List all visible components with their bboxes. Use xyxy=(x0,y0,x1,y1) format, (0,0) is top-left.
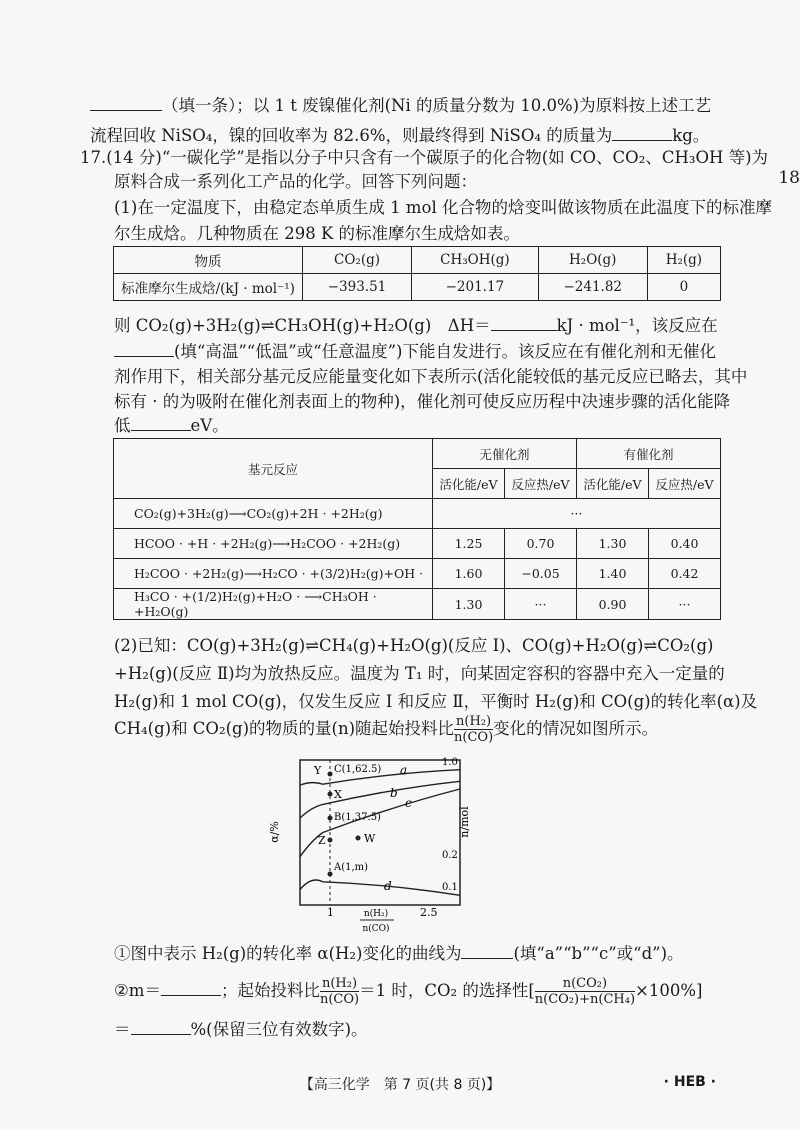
p1-line-5: 低 eV。 xyxy=(114,416,229,435)
q17-p1-line-2: 尔生成焓。几种物质在 298 K 的标准摩尔生成焓如表。 xyxy=(114,224,521,243)
top-line-2: 流程回收 NiSO₄，镍的回收率为 82.6%，则最终得到 NiSO₄ 的质量为 kg。 xyxy=(90,126,710,145)
curve-label-d: d xyxy=(384,879,392,893)
p2-line-4: CH₄(g)和 CO₂(g)的物质的量(n)随起始投料比 $\frac{\text{n(H₂)}}{n(CO)}$ 变化的情况如图所示。 xyxy=(114,714,659,745)
q3-line: ＝ %(保留三位有效数字)。 xyxy=(114,1020,368,1039)
table-row xyxy=(114,559,721,589)
value-cell: 1.60 xyxy=(433,559,505,589)
p2-line-2: +H₂(g)(反应 Ⅱ)均为放热反应。温度为 T₁ 时，向某固定容积的容器中充入一定量的 xyxy=(114,664,725,683)
enthalpy-table xyxy=(113,246,721,301)
row-label: 标准摩尔生成焓/(kJ · mol⁻¹) xyxy=(114,274,303,301)
merged-cell: ··· xyxy=(433,499,721,529)
th-ea-cat: 活化能/eV xyxy=(577,469,649,499)
th-ea-no-cat: 活化能/eV xyxy=(433,469,505,499)
ratio-fraction-2: $\frac{\text{n(H₂)}}{n(CO)}$ xyxy=(319,976,360,1007)
answer-blank xyxy=(114,342,174,357)
point-a xyxy=(328,872,333,877)
value-cell: −0.05 xyxy=(505,559,577,589)
point-z xyxy=(328,838,333,843)
rtick-3: 0.1 xyxy=(442,882,458,893)
y-right-label: n/mol xyxy=(458,806,471,838)
value-cell: 1.40 xyxy=(577,559,649,589)
th-no-catalyst: 无催化剂 xyxy=(433,439,577,469)
value-cell: 1.30 xyxy=(577,529,649,559)
val-ch3oh: −201.17 xyxy=(412,274,539,301)
label-z: Z xyxy=(318,834,326,847)
label-x: X xyxy=(334,788,342,801)
val-h2: 0 xyxy=(647,274,720,301)
th-h2: H₂(g) xyxy=(647,247,720,274)
xtick-1: 1 xyxy=(327,906,334,919)
point-x xyxy=(328,792,333,797)
value-cell: 0.70 xyxy=(505,529,577,559)
point-b xyxy=(328,816,333,821)
label-w: W xyxy=(364,832,376,845)
rtick-2: 0.2 xyxy=(442,850,458,861)
value-cell: ··· xyxy=(649,589,721,620)
th-dh-no-cat: 反应热/eV xyxy=(505,469,577,499)
rtick-1: 1.0 xyxy=(442,757,458,768)
reaction-cell: HCOO · +H · +2H₂(g)⟶H₂COO · +2H₂(g) xyxy=(114,529,433,559)
x-label-den: n(CO) xyxy=(362,924,390,934)
th-h2o: H₂O(g) xyxy=(538,247,647,274)
elementary-reaction-table xyxy=(113,438,721,620)
q17-line-1: 17.(14 分)“一碳化学”是指以分子中只含有一个碳原子的化合物(如 CO、CO₂、CH₃OH 等)为 xyxy=(80,148,769,167)
value-cell: 0.42 xyxy=(649,559,721,589)
y-left-label: α/% xyxy=(268,821,281,843)
xtick-2: 2.5 xyxy=(420,906,438,919)
reaction-cell: H₂COO · +2H₂(g)⟶H₂CO · +(3/2)H₂(g)+OH · xyxy=(114,559,433,589)
value-cell: ··· xyxy=(505,589,577,620)
p1-line-2: (填“高温”“低温”或“任意温度”)下能自发进行。该反应在有催化剂和无催化 xyxy=(114,338,716,362)
label-c: C(1,62.5) xyxy=(334,764,382,775)
reaction-cell: H₃CO · +(1/2)H₂(g)+H₂O · ⟶CH₃OH · +H₂O(g) xyxy=(114,589,433,620)
reaction-cell: CO₂(g)+3H₂(g)⟶CO₂(g)+2H · +2H₂(g) xyxy=(114,499,433,529)
curve-label-a: a xyxy=(400,763,408,777)
answer-blank xyxy=(131,1020,191,1035)
side-page-number: 18 xyxy=(778,168,800,188)
p1-line-3: 剂作用下，相关部分基元反应能量变化如下表所示(活化能较低的基元反应已略去，其中 xyxy=(114,367,748,386)
ratio-fraction: $\frac{\text{n(H₂)}}{n(CO)}$ xyxy=(454,714,494,745)
value-cell: 0.40 xyxy=(649,529,721,559)
footer-code: · HEB · xyxy=(663,1074,716,1090)
answer-blank xyxy=(612,126,672,141)
th-catalyst: 有催化剂 xyxy=(577,439,721,469)
value-cell: 1.25 xyxy=(433,529,505,559)
curve-label-b: b xyxy=(390,786,398,800)
label-a: A(1,m) xyxy=(334,862,369,873)
table-row xyxy=(114,529,721,559)
q17-p1-line-1: (1)在一定温度下，由稳定态单质生成 1 mol 化合物的焓变叫做该物质在此温度下的标准摩 xyxy=(114,198,772,217)
top-line-1: （填一条）；以 1 t 废镍催化剂(Ni 的质量分数为 10.0%)为原料按上述工艺 xyxy=(90,92,711,116)
page-footer: 【高三化学 第 7 页(共 8 页)】 xyxy=(299,1077,501,1093)
val-co2: −393.51 xyxy=(303,274,412,301)
value-cell: 1.30 xyxy=(433,589,505,620)
q1-line: ①图中表示 H₂(g)的转化率 α(H₂)变化的曲线为 (填“a”“b”“c”或“d”)。 xyxy=(114,944,684,963)
th-ch3oh: CH₃OH(g) xyxy=(412,247,539,274)
point-w xyxy=(356,836,361,841)
label-y: Y xyxy=(314,764,322,777)
q17-line-2: 原料合成一系列化工产品的化学。回答下列问题： xyxy=(114,172,477,191)
th-reaction: 基元反应 xyxy=(114,439,433,499)
th-substance: 物质 xyxy=(114,247,303,274)
val-h2o: −241.82 xyxy=(538,274,647,301)
table-row xyxy=(114,589,721,620)
point-y xyxy=(328,772,333,777)
p1-line-4: 标有 · 的为吸附在催化剂表面上的物种)，催化剂可使反应历程中决速步骤的活化能降 xyxy=(114,392,731,411)
curve-label-c: c xyxy=(405,796,412,810)
x-label-num: n(H₂) xyxy=(363,909,389,919)
value-cell: 0.90 xyxy=(577,589,649,620)
answer-blank xyxy=(491,316,557,331)
p2-line-3: H₂(g)和 1 mol CO(g)，仅发生反应 Ⅰ 和反应 Ⅱ，平衡时 H₂(g)和 CO(g)的转化率(α)及 xyxy=(114,692,758,711)
p1-line-1: 则 CO₂(g)+3H₂(g)⇌CH₃OH(g)+H₂O(g) ΔH＝ kJ · mol⁻¹，该反应在 xyxy=(114,316,718,335)
curve-d xyxy=(300,880,460,895)
conversion-chart xyxy=(270,752,470,937)
table-row xyxy=(114,499,721,529)
answer-blank xyxy=(161,981,221,996)
answer-blank xyxy=(131,416,191,431)
label-b: B(1,37.5) xyxy=(334,812,381,823)
p2-line-1: (2)已知：CO(g)+3H₂(g)⇌CH₄(g)+H₂O(g)(反应 Ⅰ)、CO(g)+H₂O(g)⇌CO₂(g) xyxy=(114,636,714,655)
answer-blank xyxy=(90,96,162,111)
answer-blank xyxy=(461,944,513,959)
th-co2: CO₂(g) xyxy=(303,247,412,274)
th-dh-cat: 反应热/eV xyxy=(649,469,721,499)
q2-line: ②m＝ ；起始投料比 $\frac{\text{n(H₂)}}{n(CO)}$ ＝1 时，CO₂ 的选择性[ $\frac{\text{n(CO₂)}}{\text{n(CO₂)+n(CH₄)}}$ ×100%] xyxy=(114,976,703,1007)
selectivity-fraction: $\frac{\text{n(CO₂)}}{\text{n(CO₂)+n(CH₄)}}$ xyxy=(534,976,636,1007)
